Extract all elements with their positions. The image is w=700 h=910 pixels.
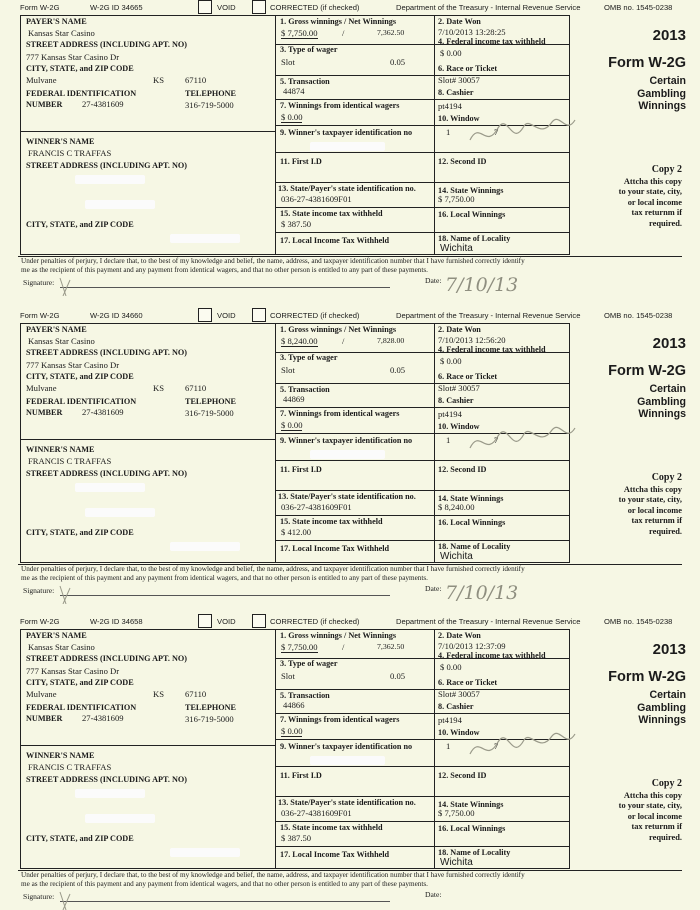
perjury-text: me as the recipient of this payment and any payment from identical wagers, and that no other person is entitled to any part of these payments.: [21, 574, 428, 582]
payer-zip: 67110: [185, 383, 207, 393]
box7-value: $ 0.00: [281, 726, 303, 736]
box3-value: Slot: [281, 365, 295, 375]
copy-text: Attcha this copy: [623, 176, 682, 186]
box15-value: $ 387.50: [281, 219, 312, 229]
winner-city-label: CITY, STATE, and ZIP CODE: [26, 528, 134, 537]
winner-city-label: CITY, STATE, and ZIP CODE: [26, 834, 134, 843]
payer-name: Kansas Star Casino: [28, 642, 95, 652]
box7-value: $ 0.00: [281, 420, 303, 430]
telephone-label: TELEPHONE: [185, 397, 236, 406]
box18-label: 18. Name of Locality: [438, 542, 511, 551]
corrected-label: CORRECTED (if checked): [270, 617, 360, 626]
subtitle-line: Certain: [649, 689, 686, 701]
void-label: VOID: [217, 311, 236, 320]
box5-label: 5. Transaction: [280, 691, 330, 700]
box4-label: 4. Federal income tax withheld: [438, 651, 546, 660]
winner-name-label: WINNER'S NAME: [26, 751, 95, 760]
box13-value: 036-27-4381609F01: [281, 808, 352, 818]
box4-value: $ 0.00: [440, 356, 462, 366]
box6-label: 6. Race or Ticket: [438, 678, 498, 687]
fid-number-label: NUMBER: [26, 714, 63, 723]
corrected-label: CORRECTED (if checked): [270, 311, 360, 320]
box17-label: 17. Local Income Tax Withheld: [280, 236, 390, 245]
box18-value: Wichita: [440, 551, 473, 562]
form-label: Form W-2G: [20, 3, 60, 12]
box9-label: 9. Winner's taxpayer identification no: [280, 742, 413, 751]
fid-number: 27-4381609: [82, 407, 124, 417]
box16-label: 16. Local Winnings: [438, 210, 506, 219]
date-label: Date:: [425, 584, 442, 593]
tax-year: 2013: [652, 641, 686, 658]
box8-value: pt4194: [438, 101, 462, 111]
payer-name-label: PAYER'S NAME: [26, 631, 87, 640]
box18-value: Wichita: [440, 243, 473, 254]
box6-value: Slot# 30057: [438, 383, 480, 393]
payer-name-label: PAYER'S NAME: [26, 17, 87, 26]
copy-text: required.: [649, 832, 682, 842]
box8-value: pt4194: [438, 409, 462, 419]
copy-text: Attcha this copy: [623, 484, 682, 494]
copy-text: to your state, city,: [618, 495, 682, 504]
box1-label: 1. Gross winnings / Net Winnings: [280, 631, 397, 640]
payer-city: Mulvane: [26, 689, 57, 699]
handwriting-scribble: [0, 308, 700, 604]
form-title: Form W-2G: [608, 669, 686, 685]
fid-number: 27-4381609: [82, 713, 124, 723]
box15-value: $ 412.00: [281, 527, 312, 537]
telephone-label: TELEPHONE: [185, 703, 236, 712]
payer-street-label: STREET ADDRESS (INCLUDING APT. NO): [26, 654, 187, 663]
payer-state: KS: [153, 689, 164, 699]
box3-label: 3. Type of wager: [280, 659, 338, 668]
form-label: Form W-2G: [20, 311, 60, 320]
w2g-id: W-2G ID 34665: [90, 3, 143, 12]
perjury-text: Under penalties of perjury, I declare that, to the best of my knowledge and belief, the name, address, and taxpayer identification number that I have furnished correctly identify: [21, 565, 525, 573]
box13-label: 13. State/Payer's state identification no.: [278, 492, 416, 501]
winner-name-label: WINNER'S NAME: [26, 445, 95, 454]
w2g-form: [0, 0, 700, 296]
handwriting-scribble: [0, 614, 700, 910]
box11-label: 11. First I.D: [280, 157, 322, 166]
subtitle-line: Certain: [649, 383, 686, 395]
telephone: 316-719-5000: [185, 714, 234, 724]
handwritten-date: 7/10/13: [445, 274, 519, 296]
fid-number-label: NUMBER: [26, 100, 63, 109]
telephone-label: TELEPHONE: [185, 89, 236, 98]
omb-number: OMB no. 1545-0238: [604, 617, 673, 626]
handwritten-date: 7/10/13: [445, 582, 519, 604]
box1-net: 7,362.50: [377, 28, 405, 37]
w2g-form: [0, 614, 700, 910]
winner-name: FRANCIS C TRAFFAS: [28, 148, 112, 158]
payer-city: Mulvane: [26, 383, 57, 393]
subtitle-line: Certain: [649, 75, 686, 87]
fid-label: FEDERAL IDENTIFICATION: [26, 89, 137, 98]
box5-label: 5. Transaction: [280, 385, 330, 394]
box15-label: 15. State income tax withheld: [280, 823, 383, 832]
copy-text: required.: [649, 526, 682, 536]
box1-net: 7,828.00: [377, 336, 405, 345]
date-label: Date:: [425, 276, 442, 285]
omb-number: OMB no. 1545-0238: [604, 311, 673, 320]
copy-text: required.: [649, 218, 682, 228]
box14-value: $ 7,750.00: [438, 808, 475, 818]
box4-label: 4. Federal income tax withheld: [438, 345, 546, 354]
payer-zip: 67110: [185, 75, 207, 85]
copy-text: tax returnm if: [631, 516, 682, 525]
box12-label: 12. Second ID: [438, 465, 487, 474]
box7-label: 7. Winnings from identical wagers: [280, 101, 400, 110]
box3-value: Slot: [281, 671, 295, 681]
void-label: VOID: [217, 3, 236, 12]
box13-value: 036-27-4381609F01: [281, 502, 352, 512]
box10-value-a: 1: [446, 435, 451, 445]
signature-label: Signature:: [23, 278, 55, 287]
box2-value: 7/10/2013 12:37:09: [438, 641, 506, 651]
agency-label: Department of the Treasury - Internal Revenue Service: [396, 617, 581, 626]
box2-label: 2. Date Won: [438, 631, 481, 640]
box1-net: 7,362.50: [377, 642, 405, 651]
box10-label: 10. Window: [438, 728, 480, 737]
box14-value: $ 8,240.00: [438, 502, 475, 512]
copy-text: to your state, city,: [618, 187, 682, 196]
payer-city-label: CITY, STATE, and ZIP CODE: [26, 678, 134, 687]
box10-value-b: 7: [494, 741, 499, 751]
box1-label: 1. Gross winnings / Net Winnings: [280, 17, 397, 26]
box1-gross: $ 8,240.00: [281, 336, 318, 346]
winner-city-label: CITY, STATE, and ZIP CODE: [26, 220, 134, 229]
telephone: 316-719-5000: [185, 408, 234, 418]
copy-title: Copy 2: [651, 472, 682, 483]
subtitle-line: Gambling: [637, 87, 686, 100]
date-label: Date:: [425, 890, 442, 899]
fid-number: 27-4381609: [82, 99, 124, 109]
form-label: Form W-2G: [20, 617, 60, 626]
signature-label: Signature:: [23, 586, 55, 595]
box3-label: 3. Type of wager: [280, 45, 338, 54]
subtitle-line: Winnings: [638, 714, 686, 727]
fid-number-label: NUMBER: [26, 408, 63, 417]
box18-value: Wichita: [440, 857, 473, 868]
box10-value-a: 1: [446, 741, 451, 751]
subtitle-line: Gambling: [637, 701, 686, 714]
box6-value: Slot# 30057: [438, 689, 480, 699]
box10-value-b: 7: [494, 435, 499, 445]
payer-street-label: STREET ADDRESS (INCLUDING APT. NO): [26, 348, 187, 357]
payer-name: Kansas Star Casino: [28, 28, 95, 38]
box3-amount: 0.05: [390, 365, 406, 375]
fid-label: FEDERAL IDENTIFICATION: [26, 397, 137, 406]
box3-amount: 0.05: [390, 57, 406, 67]
box13-label: 13. State/Payer's state identification no.: [278, 184, 416, 193]
box7-label: 7. Winnings from identical wagers: [280, 409, 400, 418]
agency-label: Department of the Treasury - Internal Revenue Service: [396, 3, 581, 12]
box2-label: 2. Date Won: [438, 17, 481, 26]
corrected-label: CORRECTED (if checked): [270, 3, 360, 12]
copy-text: or local income: [627, 197, 682, 207]
box14-label: 14. State Winnings: [438, 494, 504, 503]
box1-separator: /: [342, 336, 345, 346]
payer-state: KS: [153, 75, 164, 85]
copy-text: to your state, city,: [618, 801, 682, 810]
telephone: 316-719-5000: [185, 100, 234, 110]
box6-label: 6. Race or Ticket: [438, 64, 498, 73]
agency-label: Department of the Treasury - Internal Revenue Service: [396, 311, 581, 320]
box14-label: 14. State Winnings: [438, 186, 504, 195]
box7-value: $ 0.00: [281, 112, 303, 122]
payer-street: 777 Kansas Star Casino Dr: [26, 360, 120, 370]
box15-label: 15. State income tax withheld: [280, 209, 383, 218]
box1-label: 1. Gross winnings / Net Winnings: [280, 325, 397, 334]
box8-label: 8. Cashier: [438, 396, 474, 405]
winner-street-label: STREET ADDRESS (INCLUDING APT. NO): [26, 775, 187, 784]
copy-text: tax returnm if: [631, 822, 682, 831]
box10-label: 10. Window: [438, 114, 480, 123]
payer-street-label: STREET ADDRESS (INCLUDING APT. NO): [26, 40, 187, 49]
winner-name-label: WINNER'S NAME: [26, 137, 95, 146]
box3-value: Slot: [281, 57, 295, 67]
box11-label: 11. First I.D: [280, 465, 322, 474]
perjury-text: me as the recipient of this payment and any payment from identical wagers, and that no other person is entitled to any part of these payments.: [21, 880, 428, 888]
perjury-text: me as the recipient of this payment and any payment from identical wagers, and that no other person is entitled to any part of these payments.: [21, 266, 428, 274]
copy-text: tax returnm if: [631, 208, 682, 217]
box13-label: 13. State/Payer's state identification no.: [278, 798, 416, 807]
box16-label: 16. Local Winnings: [438, 518, 506, 527]
subtitle-line: Gambling: [637, 395, 686, 408]
w2g-form: [0, 308, 700, 604]
box7-label: 7. Winnings from identical wagers: [280, 715, 400, 724]
copy-text: or local income: [627, 505, 682, 515]
payer-city: Mulvane: [26, 75, 57, 85]
box1-separator: /: [342, 642, 345, 652]
box2-label: 2. Date Won: [438, 325, 481, 334]
box2-value: 7/10/2013 12:56:20: [438, 335, 506, 345]
payer-name: Kansas Star Casino: [28, 336, 95, 346]
box6-value: Slot# 30057: [438, 75, 480, 85]
box5-value: 44866: [283, 700, 305, 710]
perjury-text: Under penalties of perjury, I declare that, to the best of my knowledge and belief, the name, address, and taxpayer identification number that I have furnished correctly identify: [21, 257, 525, 265]
form-title: Form W-2G: [608, 363, 686, 379]
box4-value: $ 0.00: [440, 662, 462, 672]
subtitle-line: Winnings: [638, 100, 686, 113]
box5-value: 44874: [283, 86, 305, 96]
subtitle-line: Winnings: [638, 408, 686, 421]
perjury-text: Under penalties of perjury, I declare that, to the best of my knowledge and belief, the name, address, and taxpayer identification number that I have furnished correctly identify: [21, 871, 525, 879]
winner-street-label: STREET ADDRESS (INCLUDING APT. NO): [26, 161, 187, 170]
box4-label: 4. Federal income tax withheld: [438, 37, 546, 46]
tax-year: 2013: [652, 335, 686, 352]
box18-label: 18. Name of Locality: [438, 234, 511, 243]
box1-gross: $ 7,750.00: [281, 28, 318, 38]
copy-title: Copy 2: [651, 164, 682, 175]
box5-value: 44869: [283, 394, 305, 404]
box8-label: 8. Cashier: [438, 88, 474, 97]
payer-state: KS: [153, 383, 164, 393]
winner-name: FRANCIS C TRAFFAS: [28, 762, 112, 772]
box14-label: 14. State Winnings: [438, 800, 504, 809]
box15-label: 15. State income tax withheld: [280, 517, 383, 526]
copy-title: Copy 2: [651, 778, 682, 789]
copy-text: Attcha this copy: [623, 790, 682, 800]
box3-amount: 0.05: [390, 671, 406, 681]
box18-label: 18. Name of Locality: [438, 848, 511, 857]
box8-value: pt4194: [438, 715, 462, 725]
box3-label: 3. Type of wager: [280, 353, 338, 362]
box10-label: 10. Window: [438, 422, 480, 431]
box12-label: 12. Second ID: [438, 157, 487, 166]
box4-value: $ 0.00: [440, 48, 462, 58]
box2-value: 7/10/2013 13:28:25: [438, 27, 506, 37]
signature-label: Signature:: [23, 892, 55, 901]
payer-street: 777 Kansas Star Casino Dr: [26, 52, 120, 62]
box10-value-b: 7: [494, 127, 499, 137]
payer-city-label: CITY, STATE, and ZIP CODE: [26, 372, 134, 381]
box5-label: 5. Transaction: [280, 77, 330, 86]
payer-city-label: CITY, STATE, and ZIP CODE: [26, 64, 134, 73]
box13-value: 036-27-4381609F01: [281, 194, 352, 204]
omb-number: OMB no. 1545-0238: [604, 3, 673, 12]
copy-text: or local income: [627, 811, 682, 821]
box17-label: 17. Local Income Tax Withheld: [280, 544, 390, 553]
box8-label: 8. Cashier: [438, 702, 474, 711]
box9-label: 9. Winner's taxpayer identification no: [280, 436, 413, 445]
winner-name: FRANCIS C TRAFFAS: [28, 456, 112, 466]
box16-label: 16. Local Winnings: [438, 824, 506, 833]
box12-label: 12. Second ID: [438, 771, 487, 780]
form-title: Form W-2G: [608, 55, 686, 71]
w2g-id: W-2G ID 34660: [90, 311, 143, 320]
box1-gross: $ 7,750.00: [281, 642, 318, 652]
fid-label: FEDERAL IDENTIFICATION: [26, 703, 137, 712]
box9-label: 9. Winner's taxpayer identification no: [280, 128, 413, 137]
payer-name-label: PAYER'S NAME: [26, 325, 87, 334]
winner-street-label: STREET ADDRESS (INCLUDING APT. NO): [26, 469, 187, 478]
box6-label: 6. Race or Ticket: [438, 372, 498, 381]
box17-label: 17. Local Income Tax Withheld: [280, 850, 390, 859]
w2g-id: W-2G ID 34658: [90, 617, 143, 626]
box1-separator: /: [342, 28, 345, 38]
handwriting-scribble: [0, 0, 700, 296]
tax-year: 2013: [652, 27, 686, 44]
box10-value-a: 1: [446, 127, 451, 137]
void-label: VOID: [217, 617, 236, 626]
payer-zip: 67110: [185, 689, 207, 699]
payer-street: 777 Kansas Star Casino Dr: [26, 666, 120, 676]
box15-value: $ 387.50: [281, 833, 312, 843]
box14-value: $ 7,750.00: [438, 194, 475, 204]
box11-label: 11. First I.D: [280, 771, 322, 780]
